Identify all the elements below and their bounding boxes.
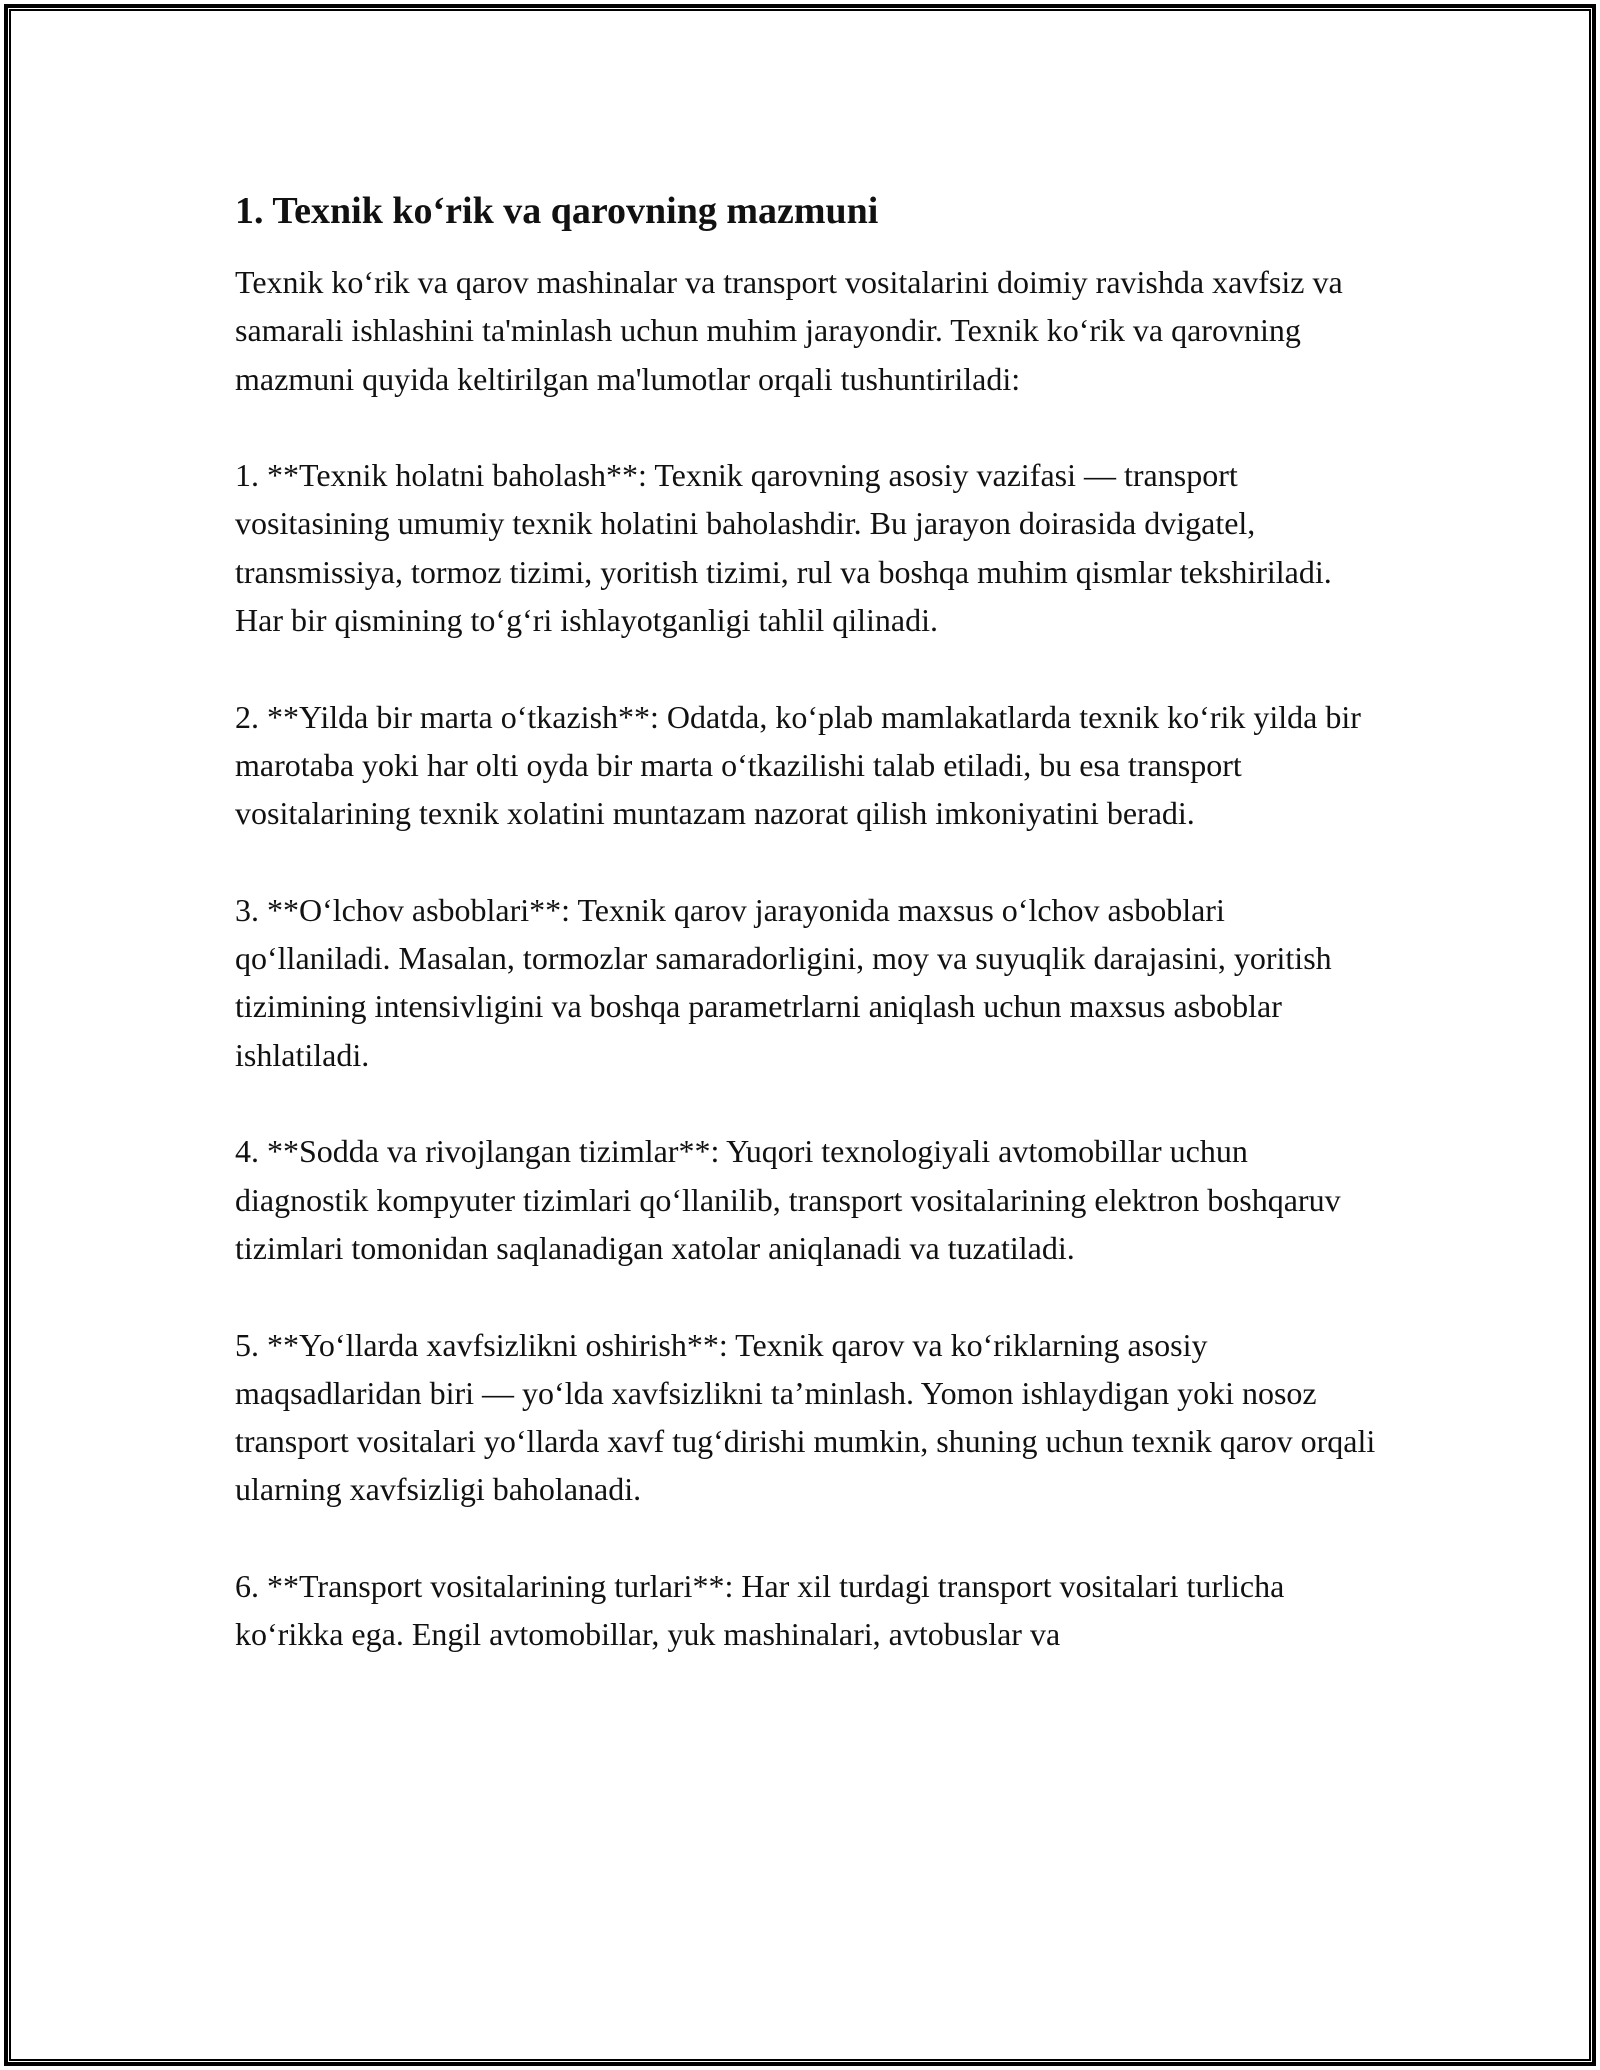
intro-paragraph: Texnik ko‘rik va qarov mashinalar va transport vositalarini doimiy ravishda xavfsiz va samarali ishlashini ta'minlash uchun muhim jarayondir. Texnik ko‘rik va qarovning mazmuni quyida keltirilgan ma'lumotlar orqali tushuntiriladi: (235, 264, 1343, 397)
list-item-2: 2. **Yilda bir marta o‘tkazish**: Odatda, ko‘plab mamlakatlarda texnik ko‘rik yilda bir marotaba yoki har olti oyda bir marta o‘tkazilishi talab etiladi, bu esa transport vositalarining texnik xolatini muntazam nazorat qilish imkoniyatini beradi. (235, 698, 1361, 832)
list-item-6: 6. **Transport vositalarining turlari**: Har xil turdagi transport vositalari turlicha ko‘rikka ega. Engil avtomobillar, yuk mashinalari, avtobuslar va (235, 1568, 1285, 1653)
document-body (235, 186, 1385, 1707)
list-item-4: 4. **Sodda va rivojlangan tizimlar**: Yuqori texnologiyali avtomobillar uchun diagnostik kompyuter tizimlari qo‘llanilib, transport vositalarining elektron boshqaruv tizimlari tomonidan saqlanadigan xatolar aniqlanadi va tuzatiladi. (235, 1133, 1341, 1266)
list-item-5: 5. **Yo‘llarda xavfsizlikni oshirish**: Texnik qarov va ko‘riklarning asosiy maqsadlaridan biri — yo‘lda xavfsizlikni ta’minlash. Yomon ishlaydigan yoki nosoz transport vositalari yo‘llarda xavf tug‘dirishi mumkin, shuning uchun texnik qarov orqali ularning xavfsizligi baholanadi. (235, 1326, 1376, 1508)
page-title: 1. Texnik ko‘rik va qarovning mazmuni (235, 190, 879, 232)
list-item-1: 1. **Texnik holatni baholash**: Texnik qarovning asosiy vazifasi — transport vositasining umumiy texnik holatini baholashdir. Bu jarayon doirasida dvigatel, transmissiya, tormoz tizimi, yoritish tizimi, rul va boshqa muhim qismlar tekshiriladi. Har bir qismining to‘g‘ri ishlayotganligi tahlil qilinadi. (235, 457, 1332, 639)
list-item-3: 3. **O‘lchov asboblari**: Texnik qarov jarayonida maxsus o‘lchov asboblari qo‘llaniladi. Masalan, tormozlar samaradorligini, moy va suyuqlik darajasini, yoritish tizimining intensivligini va boshqa parametrlarni aniqlash uchun maxsus asboblar ishlatiladi. (235, 891, 1332, 1073)
